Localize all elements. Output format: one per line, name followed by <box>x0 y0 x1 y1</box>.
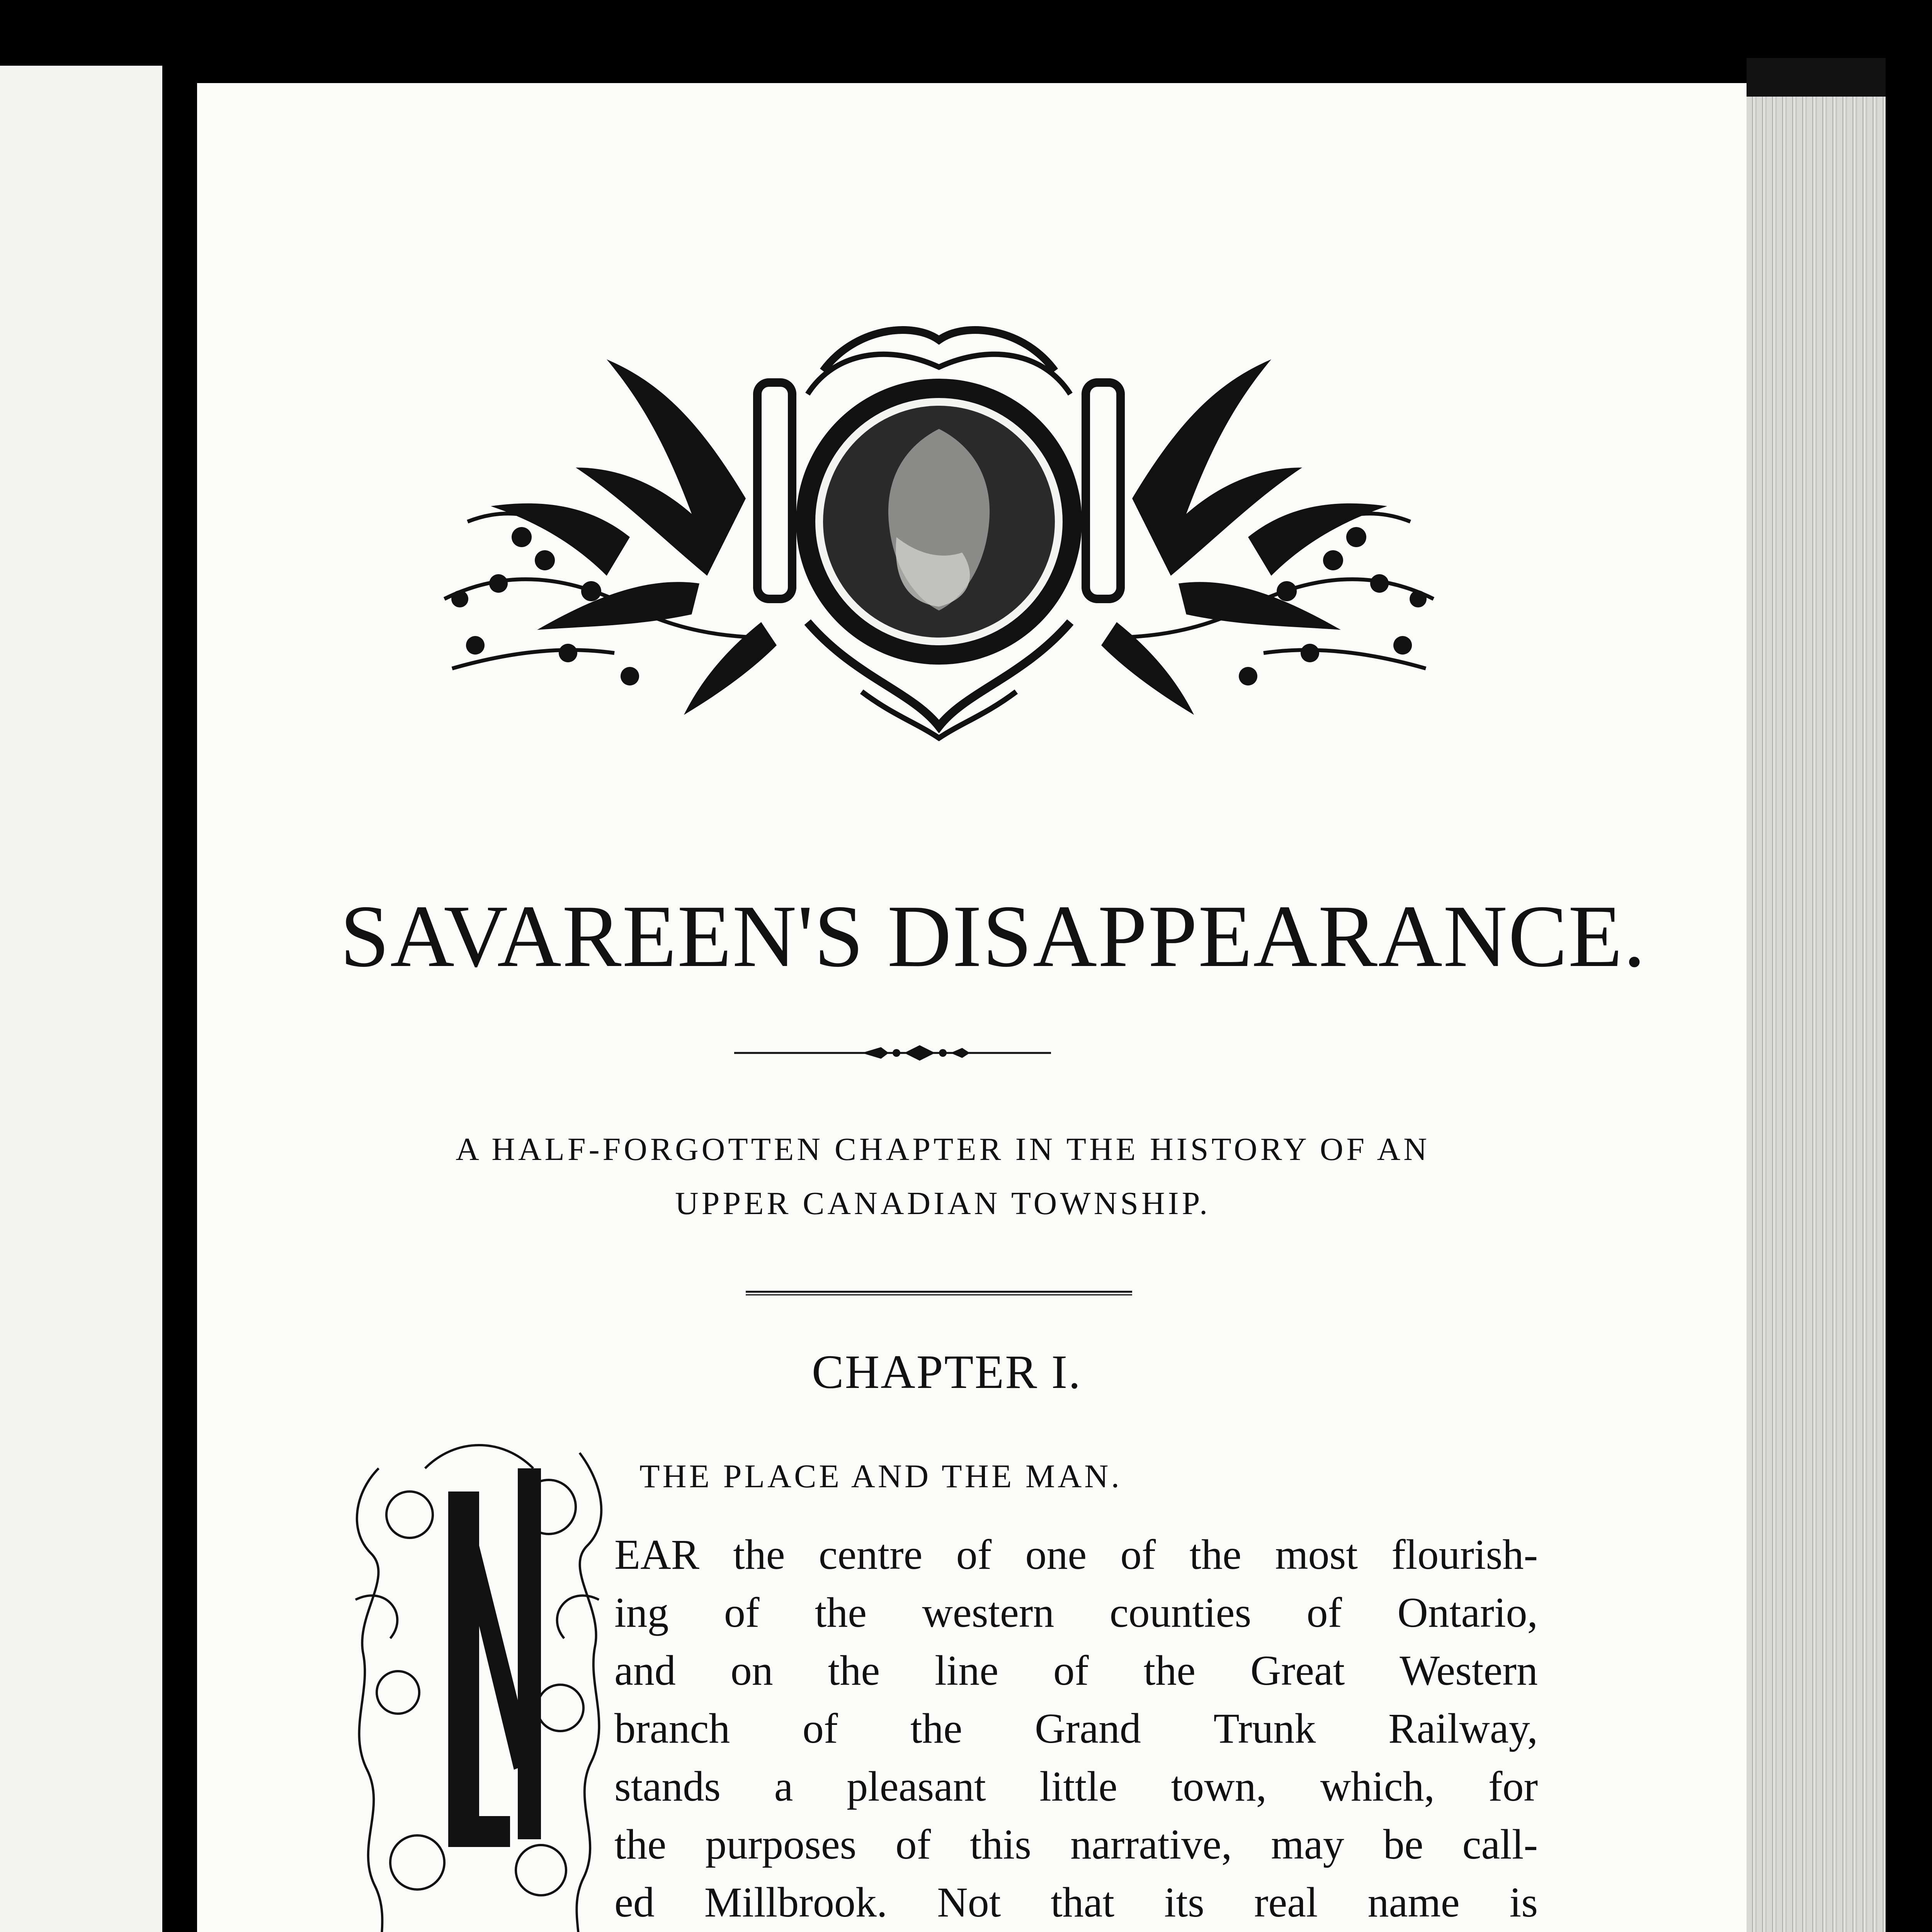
word: counties <box>1109 1589 1252 1636</box>
word: of <box>956 1531 992 1578</box>
word: and <box>614 1647 676 1694</box>
plain-rule-divider <box>746 1291 1132 1296</box>
word: this <box>970 1821 1031 1868</box>
ornamental-drop-cap <box>332 1414 618 1932</box>
text-line <box>614 1588 1538 1637</box>
word: little <box>1039 1763 1117 1810</box>
text-line <box>614 1704 1538 1753</box>
word: of <box>895 1821 931 1868</box>
word: Not <box>937 1879 1001 1926</box>
word: be <box>1383 1821 1423 1868</box>
word: town, <box>1171 1763 1267 1810</box>
word: narrative, <box>1070 1821 1232 1868</box>
text-line <box>614 1646 1538 1695</box>
word: Railway, <box>1388 1705 1538 1752</box>
word: of <box>724 1589 760 1636</box>
chapter-heading: CHAPTER I. <box>811 1345 1082 1398</box>
word: a <box>774 1763 793 1810</box>
word: may <box>1271 1821 1344 1868</box>
word: most <box>1275 1531 1358 1578</box>
word: for <box>1488 1763 1538 1810</box>
story-subtitle <box>332 1122 1553 1231</box>
text-line <box>614 1878 1538 1927</box>
text-line <box>614 1820 1538 1869</box>
word: Trunk <box>1213 1705 1316 1752</box>
story-title: SAVAREEN'S DISAPPEARANCE. <box>340 887 1646 985</box>
book-gutter <box>162 54 197 1932</box>
word: the <box>1189 1531 1242 1578</box>
word: its <box>1164 1879 1204 1926</box>
scan-border <box>1886 0 1932 1932</box>
word: is <box>1509 1879 1538 1926</box>
word: purposes <box>705 1821 857 1868</box>
word: ing <box>614 1589 669 1636</box>
word: the <box>828 1647 880 1694</box>
word: Grand <box>1035 1705 1141 1752</box>
section-heading: THE PLACE AND THE MAN. <box>639 1458 1122 1495</box>
word: Ontario, <box>1397 1589 1538 1636</box>
word: of <box>1120 1531 1156 1578</box>
page-stack-edges <box>1747 58 1886 1932</box>
word: Millbrook. <box>704 1879 888 1926</box>
ornamental-rule-divider <box>734 1036 1051 1070</box>
subtitle-line-1: A HALF-FORGOTTEN CHAPTER IN THE HISTORY OF AN <box>456 1131 1430 1167</box>
word: the <box>733 1531 785 1578</box>
left-page-edge <box>0 66 162 1932</box>
word: real <box>1254 1879 1318 1926</box>
word: Western <box>1400 1647 1538 1694</box>
word: which, <box>1320 1763 1435 1810</box>
ornamental-vignette-illustration <box>429 305 1449 742</box>
word: that <box>1051 1879 1115 1926</box>
word: the <box>1143 1647 1196 1694</box>
word: the <box>910 1705 963 1752</box>
word: stands <box>614 1763 721 1810</box>
word: line <box>935 1647 999 1694</box>
word: of <box>802 1705 838 1752</box>
word: of <box>1306 1589 1342 1636</box>
word: EAR <box>614 1531 699 1578</box>
word: one <box>1025 1531 1087 1578</box>
subtitle-line-2: UPPER CANADIAN TOWNSHIP. <box>675 1185 1211 1221</box>
word: name <box>1367 1879 1460 1926</box>
word: call- <box>1462 1821 1538 1868</box>
word: ed <box>614 1879 655 1926</box>
word: branch <box>614 1705 730 1752</box>
word: pleasant <box>847 1763 986 1810</box>
word: the <box>614 1821 667 1868</box>
text-line <box>614 1762 1538 1811</box>
word: western <box>922 1589 1054 1636</box>
word: the <box>815 1589 867 1636</box>
text-line <box>614 1530 1538 1579</box>
word: centre <box>818 1531 923 1578</box>
word: of <box>1053 1647 1089 1694</box>
word: on <box>730 1647 773 1694</box>
word: flourish- <box>1391 1531 1538 1578</box>
word: Great <box>1250 1647 1345 1694</box>
